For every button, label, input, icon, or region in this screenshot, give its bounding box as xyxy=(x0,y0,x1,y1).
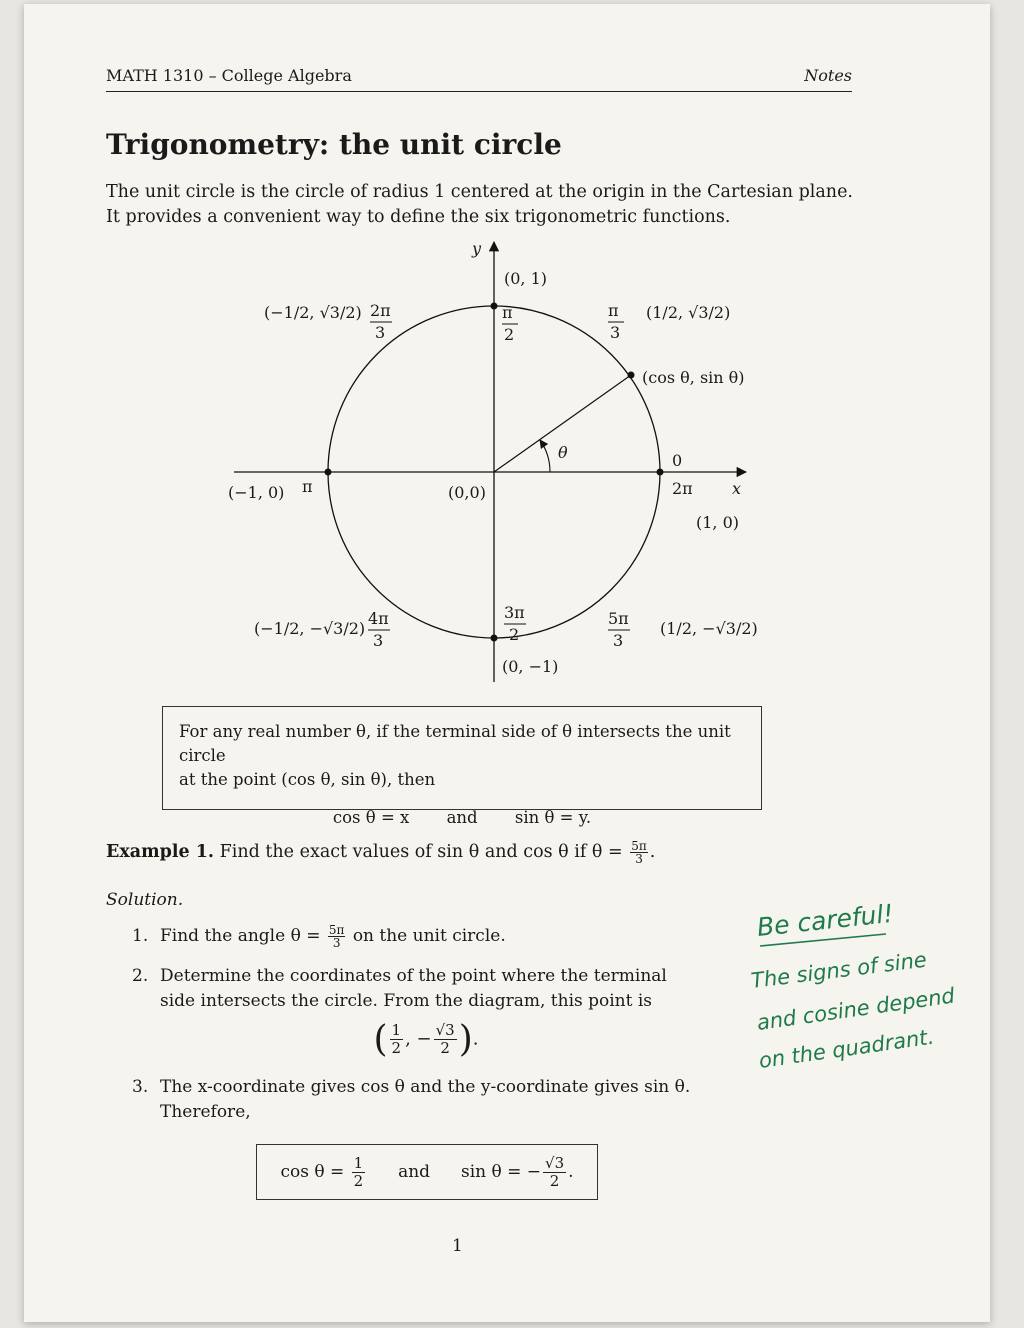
page-title: Trigonometry: the unit circle xyxy=(106,128,562,161)
svg-text:2π: 2π xyxy=(370,301,391,320)
note-line-1: Be careful! xyxy=(755,898,895,942)
point-left-label: (−1, 0) xyxy=(228,483,285,502)
angle-arc xyxy=(540,440,550,472)
y-axis-label: y xyxy=(472,239,482,258)
point-right xyxy=(657,469,664,476)
answer-sin: sin θ = − $\frac{√3}{2}$ . xyxy=(460,1153,574,1190)
x-axis-label: x xyxy=(732,479,742,498)
svg-text:π: π xyxy=(608,301,619,320)
angle-five-pi-over-3 xyxy=(608,609,630,650)
origin-label: (0,0) xyxy=(448,483,486,502)
svg-text:5π: 5π xyxy=(608,609,629,628)
svg-text:3π: 3π xyxy=(504,603,525,622)
angle-pi-over-3 xyxy=(608,301,624,342)
point-bottom xyxy=(491,635,498,642)
unit-circle-diagram xyxy=(180,236,780,686)
coord-q4: (1/2, −√3/2) xyxy=(660,619,758,638)
svg-text:3: 3 xyxy=(375,323,386,342)
step-1-fraction: $\frac{5\pi}{3}$ xyxy=(328,923,345,950)
note-line-2: The signs of sine xyxy=(749,947,928,993)
definition-line-1: For any real number θ, if the terminal side of θ intersects the unit circle xyxy=(179,722,731,765)
point-display: ( $\frac{1}{2}$ , − $\frac{√3}{2}$ ). xyxy=(373,1019,479,1060)
page-header xyxy=(106,66,852,92)
intro-line-1: The unit circle is the circle of radius 1 centered at the origin in the Cartesian plane. xyxy=(106,182,853,202)
theta-label: θ xyxy=(558,443,568,462)
handwritten-note xyxy=(732,896,962,1096)
angle-two-pi-over-3 xyxy=(370,301,392,342)
step-3: 3. The x-coordinate gives cos θ and the y-coordinate gives sin θ. Therefore, xyxy=(132,1077,691,1122)
svg-text:3: 3 xyxy=(613,631,624,650)
definition-sin-eq: sin θ = y. xyxy=(514,808,592,827)
coord-q1: (1/2, √3/2) xyxy=(646,303,731,322)
note-line-4: on the quadrant. xyxy=(757,1024,936,1073)
definition-equations xyxy=(179,806,745,830)
definition-cos-eq: cos θ = x xyxy=(332,808,410,827)
point-terminal xyxy=(628,372,635,379)
intro-paragraph xyxy=(106,180,866,230)
step-1: 1. Find the angle θ = $\frac{5\pi}{3}$ on the unit circle. xyxy=(132,923,506,950)
angle-two-pi-label: 2π xyxy=(672,479,693,498)
solution-label: Solution. xyxy=(106,890,184,910)
page-number: 1 xyxy=(452,1236,463,1256)
answer-cos: cos θ = $\frac{1}{2}$ xyxy=(280,1153,364,1190)
angle-four-pi-over-3 xyxy=(368,609,390,650)
angle-pi-label: π xyxy=(302,477,313,496)
header-section: Notes xyxy=(804,66,852,85)
svg-text:2: 2 xyxy=(509,625,520,644)
example-fraction: $\frac{5\pi}{3}$ xyxy=(631,839,647,866)
course-title: MATH 1310 – College Algebra xyxy=(106,66,352,85)
point-left xyxy=(325,469,332,476)
point-bottom-label: (0, −1) xyxy=(502,657,559,676)
step-2: 2. Determine the coordinates of the point where the terminal side intersects the circle. From the diagram, this point is ( $\frac{1}{2}$ , − $\frac{√3}{2}$ ). xyxy=(132,964,692,1057)
definition-box xyxy=(162,706,762,827)
svg-text:3: 3 xyxy=(373,631,384,650)
svg-text:4π: 4π xyxy=(368,609,389,628)
answer-box xyxy=(256,1144,598,1200)
solution-steps xyxy=(132,924,692,1140)
svg-text:π: π xyxy=(502,303,513,322)
point-top xyxy=(491,303,498,310)
coord-q2: (−1/2, √3/2) xyxy=(264,303,362,322)
note-line-3: and cosine depend xyxy=(755,983,957,1035)
example-text: Find the exact values of sin θ and cos θ if θ = xyxy=(219,842,623,862)
definition-line-2: at the point (cos θ, sin θ), then xyxy=(179,770,436,789)
point-right-label: (1, 0) xyxy=(696,513,740,532)
coord-q3: (−1/2, −√3/2) xyxy=(254,619,366,638)
angle-zero-label: 0 xyxy=(672,451,683,470)
example-label: Example 1. xyxy=(106,842,215,862)
terminal-point-label: (cos θ, sin θ) xyxy=(642,368,745,387)
example-1: Example 1. Find the exact values of sin θ and cos θ if θ = $\frac{5\pi}{3}$ . xyxy=(106,839,656,866)
point-top-label: (0, 1) xyxy=(504,269,548,288)
svg-text:3: 3 xyxy=(610,323,621,342)
definition-and: and xyxy=(446,808,478,827)
angle-pi-over-2 xyxy=(502,303,518,344)
svg-text:2: 2 xyxy=(504,325,515,344)
answer-and: and xyxy=(398,1162,431,1182)
intro-line-2: It provides a convenient way to define the six trigonometric functions. xyxy=(106,207,731,227)
